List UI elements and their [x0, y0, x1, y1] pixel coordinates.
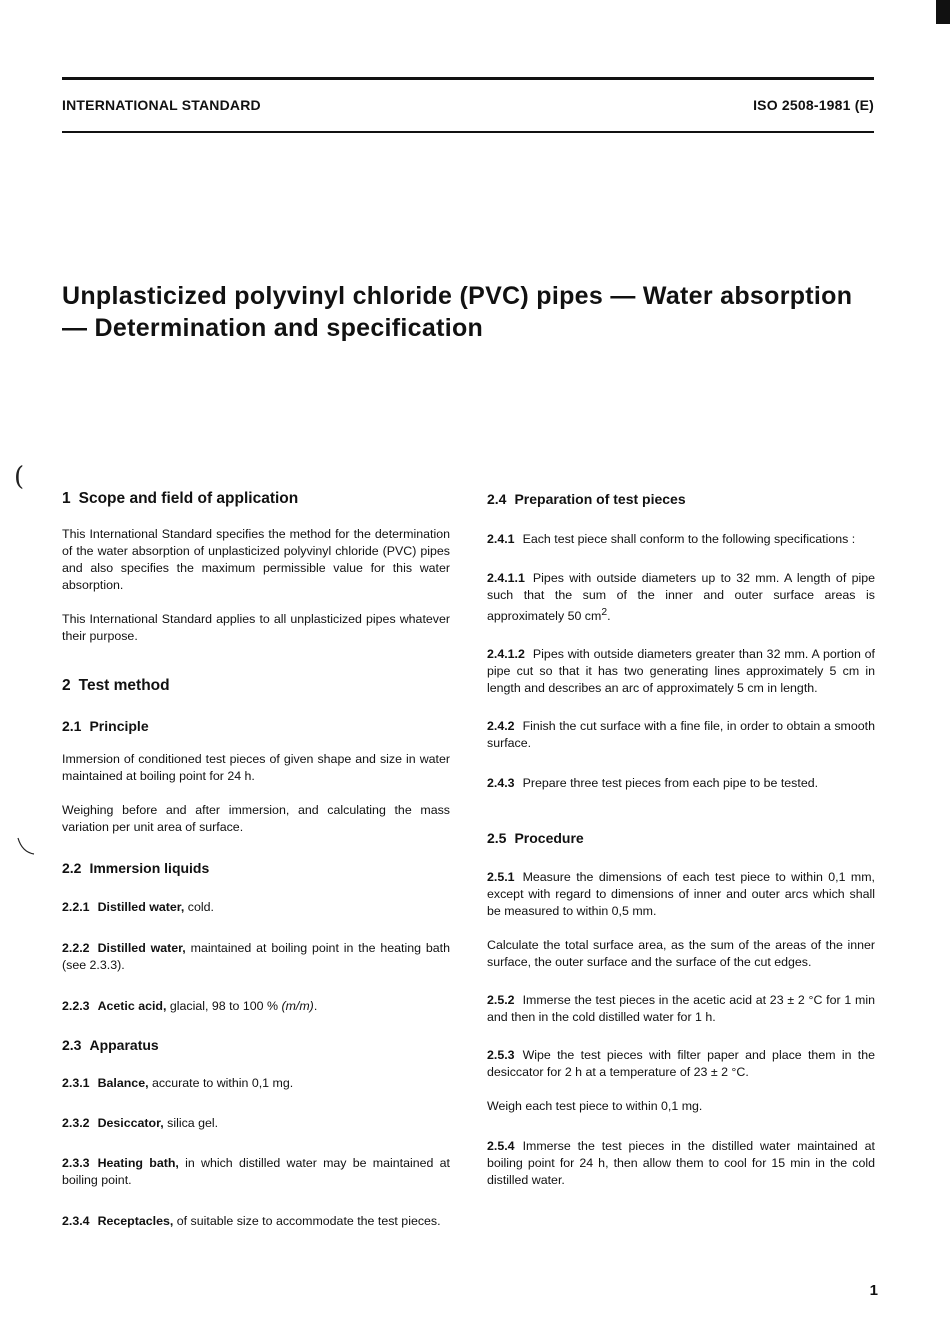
clause-text: Finish the cut surface with a fine file, in order to obtain a smooth surface. [487, 719, 875, 751]
clause-text: Wipe the test pieces with filter paper and place them in the desiccator for 2 h at a temperature of 23 ± 2 °C. [487, 1048, 875, 1080]
clause-number: 2.2.3 [62, 999, 90, 1013]
section-title: Apparatus [89, 1037, 159, 1053]
clause-term: Desiccator, [97, 1116, 164, 1130]
left-column [62, 489, 450, 1230]
clause-number: 2.4.2 [487, 719, 515, 734]
clause-2-3-4 [62, 1213, 450, 1230]
clause-2-4-3 [487, 775, 875, 792]
clause-number: 2.4.1 [487, 532, 515, 546]
clause-2-2-2 [62, 940, 450, 974]
clause-number: 2.5.1 [487, 870, 515, 885]
clause-2-5-4 [487, 1138, 875, 1189]
superscript: 2 [601, 607, 608, 618]
clause-2-2-3 [62, 998, 450, 1015]
section-2-1-heading [62, 716, 450, 736]
clause-text: Each test piece shall conform to the following specifications : [522, 532, 856, 546]
clause-2-4-1 [487, 531, 875, 548]
clause-term: Receptacles, [97, 1214, 174, 1228]
clause-2-5-3-paragraph-2: Weigh each test piece to within 0,1 mg. [487, 1099, 703, 1114]
right-column [487, 489, 875, 1189]
clause-term: Acetic acid, [97, 999, 167, 1013]
section-number: 2.4 [487, 491, 507, 507]
clause-number: 2.4.1.2 [487, 647, 525, 662]
clause-term: Distilled water, [97, 941, 186, 955]
clause-number: 2.5.2 [487, 993, 515, 1008]
clause-tail: . [313, 999, 318, 1013]
clause-number: 2.2.1 [62, 900, 90, 914]
section-number: 2.5 [487, 830, 507, 847]
clause-text: Immerse the test pieces in the acetic acid at 23 ± 2 °C for 1 min and then in the cold distilled water for 1 h. [487, 993, 875, 1025]
section-title: Procedure [514, 830, 584, 847]
section-title: Preparation of test pieces [514, 491, 686, 507]
clause-term: Distilled water, [97, 900, 185, 914]
page-number: 1 [869, 1282, 878, 1299]
clause-number: 2.4.3 [487, 776, 515, 791]
clause-text: cold. [184, 900, 214, 914]
clause-text: of suitable size to accommodate the test pieces. [173, 1214, 441, 1228]
section-number: 1 [62, 490, 71, 507]
section-number: 2 [62, 677, 71, 694]
header-document-number: ISO 2508-1981 (E) [753, 97, 874, 113]
section-2-heading [62, 676, 450, 696]
clause-term: Heating bath, [97, 1156, 179, 1170]
header-top-rule [62, 77, 874, 80]
clause-2-5-3 [487, 1047, 875, 1081]
clause-2-3-3 [62, 1155, 450, 1189]
section-number: 2.3 [62, 1037, 82, 1053]
section-2-5-heading [487, 828, 875, 848]
clause-text: maintained at boiling point in the heating bath (see 2.3.3). [62, 941, 450, 972]
clause-number: 2.5.4 [487, 1139, 515, 1154]
clause-2-5-1 [487, 869, 875, 920]
clause-2-4-1-1 [487, 570, 875, 625]
clause-2-2-1 [62, 899, 450, 916]
section-2-1-paragraph-1: Immersion of conditioned test pieces of given shape and size in water maintained at boiling point for 24 h. [62, 752, 450, 783]
clause-2-5-1-paragraph-2: Calculate the total surface area, as the sum of the areas of the inner surface, the outer surface and the surface of the cut edges. [487, 938, 875, 970]
clause-number: 2.5.3 [487, 1048, 515, 1063]
margin-mark-bottom [16, 836, 36, 858]
section-title: Scope and field of application [78, 490, 299, 507]
clause-text: in which distilled water may be maintained at boiling point. [62, 1156, 450, 1187]
clause-text: Prepare three test pieces from each pipe to be tested. [522, 776, 819, 791]
clause-text: accurate to within 0,1 mg. [148, 1076, 294, 1090]
clause-number: 2.2.2 [62, 941, 90, 955]
clause-2-3-2 [62, 1115, 450, 1132]
clause-2-5-2 [487, 992, 875, 1026]
margin-mark-top: ( [14, 462, 25, 492]
section-title: Principle [89, 718, 149, 734]
section-2-1-paragraph-2: Weighing before and after immersion, and calculating the mass variation per unit area of surface. [62, 803, 450, 834]
section-2-3-heading [62, 1035, 450, 1055]
clause-tail: . [607, 609, 611, 624]
clause-unit: (m/m) [281, 999, 314, 1013]
document-title: Unplasticized polyvinyl chloride (PVC) pipes — Water absorption — Determination and specification [62, 282, 853, 342]
clause-text: Pipes with outside diameters greater than 32 mm. A portion of pipe cut so that it has two generating lines approximately 5 cm in length and describes an arc of approximately 5 cm in length. [487, 647, 875, 696]
clause-2-4-1-2 [487, 646, 875, 697]
clause-text: silica gel. [163, 1116, 219, 1130]
clause-text: Immerse the test pieces in the distilled water maintained at boiling point for 24 h, then allow them to cool for 15 min in the cold distilled water. [487, 1139, 875, 1188]
section-1-paragraph-1: This International Standard specifies the method for the determination of the water absorption of unplasticized polyvinyl chloride (PVC) pipes and also specifies the maximum permissible value for this water absorption. [62, 527, 450, 592]
clause-number: 2.3.2 [62, 1116, 90, 1130]
clause-number: 2.4.1.1 [487, 571, 525, 585]
section-title: Immersion liquids [89, 860, 210, 876]
clause-text: glacial, 98 to 100 % [166, 999, 282, 1013]
header-bottom-rule [62, 131, 874, 133]
clause-2-3-1 [62, 1075, 450, 1092]
clause-text: Pipes with outside diameters up to 32 mm. A length of pipe such that the sum of the inner and outer surface areas is approximately 50 cm [487, 571, 875, 624]
clause-number: 2.3.3 [62, 1156, 90, 1170]
clause-2-4-2 [487, 718, 875, 752]
scan-corner-mark [936, 0, 950, 24]
section-2-4-heading [487, 489, 875, 509]
header-standard-label: INTERNATIONAL STANDARD [62, 97, 261, 113]
section-1-paragraph-2: This International Standard applies to all unplasticized pipes whatever their purpose. [62, 612, 450, 643]
section-1-heading [62, 489, 450, 509]
section-title: Test method [78, 677, 170, 694]
section-number: 2.2 [62, 860, 82, 876]
clause-term: Balance, [97, 1076, 149, 1090]
clause-text: Measure the dimensions of each test piece to within 0,1 mm, except with regard to dimensions of inner and outer arcs which shall be measured to within 0,5 mm. [487, 870, 875, 919]
clause-number: 2.3.1 [62, 1076, 90, 1090]
section-2-2-heading [62, 858, 450, 878]
section-number: 2.1 [62, 718, 82, 734]
clause-number: 2.3.4 [62, 1214, 90, 1228]
